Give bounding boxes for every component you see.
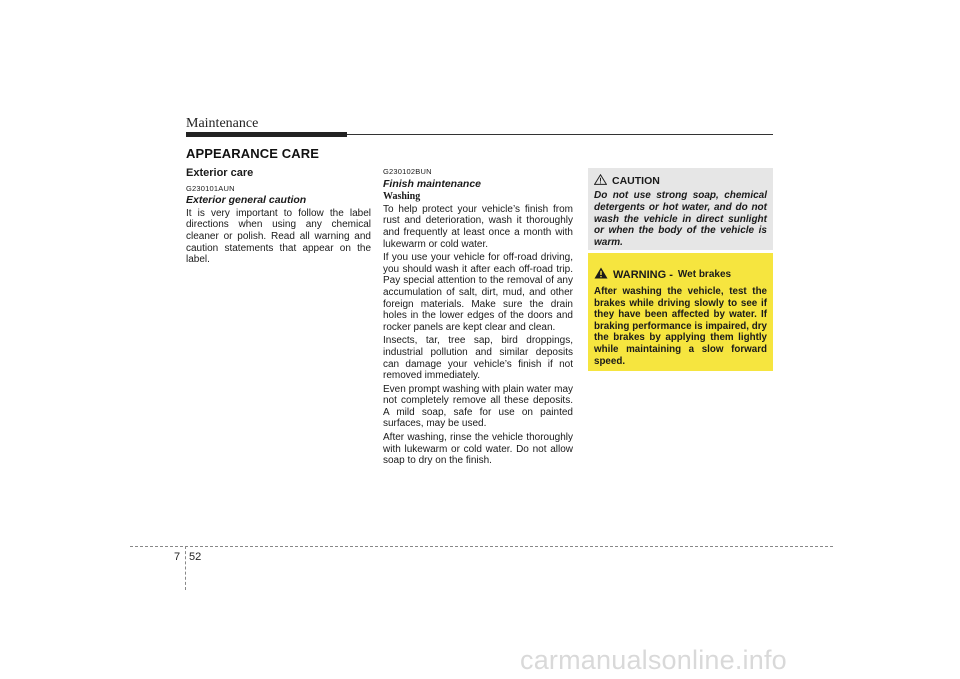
warning-box <box>588 253 773 371</box>
washing-paragraph: After washing, rinse the vehicle thoroughly with lukewarm or cold water. Do not allow soap to dry on the finish. <box>383 432 573 467</box>
footer-rule <box>130 546 833 547</box>
warning-text: After washing the vehicle, test the brakes while driving slowly to see if they have been affected by water. If braking performance is impaired, dry the brakes by applying them lightly while maintaining a slow forward speed. <box>594 286 767 367</box>
exterior-general-caution-heading: Exterior general caution <box>186 194 307 207</box>
caution-box <box>588 168 773 250</box>
warning-triangle-outline-icon <box>594 174 607 188</box>
washing-heading: Washing <box>383 191 421 203</box>
exterior-caution-paragraph: It is very important to follow the label directions when using any chemical cleaner or polish. Read all warning and caution statements that appear on the label. <box>186 207 371 266</box>
section-code: G230102BUN <box>383 167 432 176</box>
finish-maintenance-heading: Finish maintenance <box>383 177 482 190</box>
watermark: carmanualsonline.info <box>520 645 787 675</box>
washing-paragraph: If you use your vehicle for off-road driving, you should wash it after each off-road trip. Pay special attention to the removal of any accumulation of salt, dirt, mud, and other foreign materials. Make sure the drain holes in the lower edges of the doors and rocker panels are kept clear and clean. <box>383 252 573 333</box>
warning-title-row <box>594 267 767 282</box>
warning-triangle-filled-icon <box>594 267 608 282</box>
caution-title: CAUTION <box>612 175 660 187</box>
page-number: 52 <box>189 551 202 563</box>
footer-divider <box>185 546 186 590</box>
warning-title: WARNING - <box>613 268 673 281</box>
section-title: APPEARANCE CARE <box>186 146 319 161</box>
warning-subtitle: Wet brakes <box>677 269 732 280</box>
header-rule-accent <box>186 132 347 137</box>
washing-paragraph: Even prompt washing with plain water may not completely remove all these deposits. A mild soap, safe for use on painted surfaces, may be used. <box>383 383 573 430</box>
chapter-number: 7 <box>174 551 181 563</box>
chapter-title: Maintenance <box>186 116 259 131</box>
washing-paragraph: Insects, tar, tree sap, bird droppings, industrial pollution and similar deposits can damage your vehicle’s finish if not removed immediately. <box>383 335 573 382</box>
section-code: G230101AUN <box>186 183 235 193</box>
caution-title-row <box>594 174 767 188</box>
washing-paragraph: To help protect your vehicle’s finish from rust and deterioration, wash it thoroughly and frequently at least once a month with lukewarm or cold water. <box>383 203 573 250</box>
exterior-care-heading: Exterior care <box>186 167 254 179</box>
left-column <box>186 168 371 268</box>
caution-text: Do not use strong soap, chemical detergents or hot water, and do not wash the vehicle in direct sunlight or when the body of the vehicle is warm. <box>594 190 767 249</box>
middle-column <box>383 166 573 469</box>
